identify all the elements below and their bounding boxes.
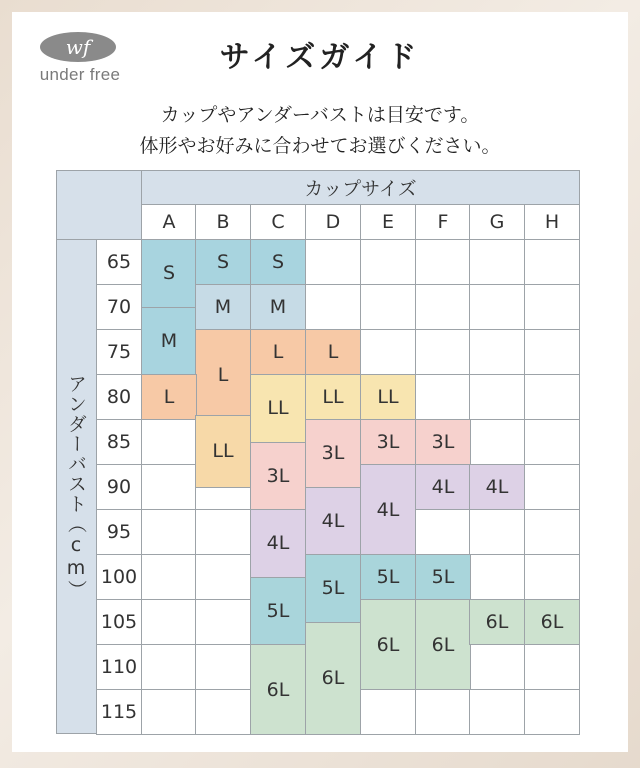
table-cell bbox=[524, 554, 580, 600]
size-block-l: L bbox=[250, 329, 306, 375]
size-block-5l: 5L bbox=[250, 577, 306, 646]
underbust-label-115: 115 bbox=[96, 689, 142, 735]
table-cell bbox=[141, 464, 197, 510]
table-cell bbox=[415, 329, 471, 375]
size-block-ll: LL bbox=[305, 374, 361, 420]
underbust-header: アンダーバスト（cm） bbox=[56, 239, 97, 734]
table-cell bbox=[141, 689, 197, 735]
table-cell bbox=[195, 689, 251, 735]
size-block-4l: 4L bbox=[360, 464, 416, 555]
size-block-m: M bbox=[141, 307, 197, 376]
subtitle-line-1: カップやアンダーバストは目安です。 bbox=[160, 104, 480, 126]
underbust-label-90: 90 bbox=[96, 464, 142, 510]
cup-header-e: E bbox=[360, 204, 416, 240]
table-cell bbox=[141, 599, 197, 645]
underbust-label-85: 85 bbox=[96, 419, 142, 465]
table-cell bbox=[415, 509, 471, 555]
size-block-ll: LL bbox=[195, 415, 251, 488]
table-cell bbox=[360, 284, 416, 330]
size-block-5l: 5L bbox=[415, 554, 471, 600]
size-block-4l: 4L bbox=[469, 464, 525, 510]
size-block-4l: 4L bbox=[415, 464, 471, 510]
table-cell bbox=[360, 329, 416, 375]
cup-header-f: F bbox=[415, 204, 471, 240]
table-cell bbox=[141, 509, 197, 555]
size-block-5l: 5L bbox=[305, 554, 361, 623]
svg-text:wf: wf bbox=[65, 35, 91, 59]
size-block-s: S bbox=[195, 239, 251, 285]
table-cell bbox=[524, 419, 580, 465]
table-cell bbox=[469, 509, 525, 555]
size-block-3l: 3L bbox=[305, 419, 361, 488]
size-block-6l: 6L bbox=[250, 644, 306, 735]
size-block-l: L bbox=[195, 329, 251, 420]
table-cell bbox=[469, 689, 525, 735]
size-block-5l: 5L bbox=[360, 554, 416, 600]
size-block-4l: 4L bbox=[250, 509, 306, 578]
table-cell bbox=[195, 554, 251, 600]
table-cell bbox=[195, 599, 251, 645]
cup-header-g: G bbox=[469, 204, 525, 240]
table-cell bbox=[469, 554, 525, 600]
table-cell bbox=[469, 419, 525, 465]
table-cell bbox=[195, 644, 251, 690]
table-cell bbox=[415, 239, 471, 285]
size-block-s: S bbox=[141, 239, 197, 308]
size-block-m: M bbox=[250, 284, 306, 330]
size-block-m: M bbox=[195, 284, 251, 330]
table-cell bbox=[141, 419, 197, 465]
table-cell bbox=[524, 239, 580, 285]
brand-name: under free bbox=[39, 65, 121, 84]
underbust-label-110: 110 bbox=[96, 644, 142, 690]
table-cell bbox=[195, 509, 251, 555]
table-cell bbox=[415, 284, 471, 330]
subtitle-line-2: 体形やお好みに合わせてお選びください。 bbox=[139, 135, 501, 157]
table-cell bbox=[469, 329, 525, 375]
table-cell bbox=[415, 374, 471, 420]
underbust-label-80: 80 bbox=[96, 374, 142, 420]
size-block-s: S bbox=[250, 239, 306, 285]
table-cell bbox=[415, 689, 471, 735]
size-block-6l: 6L bbox=[415, 599, 471, 690]
table-cell bbox=[524, 689, 580, 735]
table-cell bbox=[141, 554, 197, 600]
table-cell bbox=[360, 689, 416, 735]
cup-header-c: C bbox=[250, 204, 306, 240]
page-title: サイズガイド bbox=[219, 40, 421, 75]
underbust-label-70: 70 bbox=[96, 284, 142, 330]
table-cell bbox=[141, 644, 197, 690]
table-cell bbox=[360, 239, 416, 285]
underbust-label-100: 100 bbox=[96, 554, 142, 600]
size-block-3l: 3L bbox=[415, 419, 471, 465]
size-block-3l: 3L bbox=[360, 419, 416, 465]
cup-header-h: H bbox=[524, 204, 580, 240]
table-cell bbox=[469, 284, 525, 330]
size-block-ll: LL bbox=[250, 374, 306, 443]
size-block-6l: 6L bbox=[360, 599, 416, 690]
table-cell bbox=[524, 509, 580, 555]
size-block-6l: 6L bbox=[305, 622, 361, 736]
table-cell bbox=[524, 464, 580, 510]
table-cell bbox=[305, 284, 361, 330]
size-block-6l: 6L bbox=[469, 599, 525, 645]
underbust-label-65: 65 bbox=[96, 239, 142, 285]
size-block-3l: 3L bbox=[250, 442, 306, 511]
table-cell bbox=[524, 644, 580, 690]
cup-header-d: D bbox=[305, 204, 361, 240]
table-cell bbox=[469, 644, 525, 690]
underbust-label-95: 95 bbox=[96, 509, 142, 555]
size-block-l: L bbox=[141, 374, 197, 420]
cup-header-a: A bbox=[141, 204, 197, 240]
table-cell bbox=[469, 374, 525, 420]
table-cell bbox=[524, 284, 580, 330]
underbust-label-75: 75 bbox=[96, 329, 142, 375]
corner-cell bbox=[56, 170, 142, 240]
size-block-l: L bbox=[305, 329, 361, 375]
underbust-label-105: 105 bbox=[96, 599, 142, 645]
cup-header-b: B bbox=[195, 204, 251, 240]
size-block-6l: 6L bbox=[524, 599, 580, 645]
table-cell bbox=[305, 239, 361, 285]
table-cell bbox=[469, 239, 525, 285]
cup-size-header: カップサイズ bbox=[141, 170, 580, 205]
table-cell bbox=[524, 374, 580, 420]
size-table bbox=[56, 170, 580, 734]
size-block-ll: LL bbox=[360, 374, 416, 420]
table-cell bbox=[524, 329, 580, 375]
size-block-4l: 4L bbox=[305, 487, 361, 556]
